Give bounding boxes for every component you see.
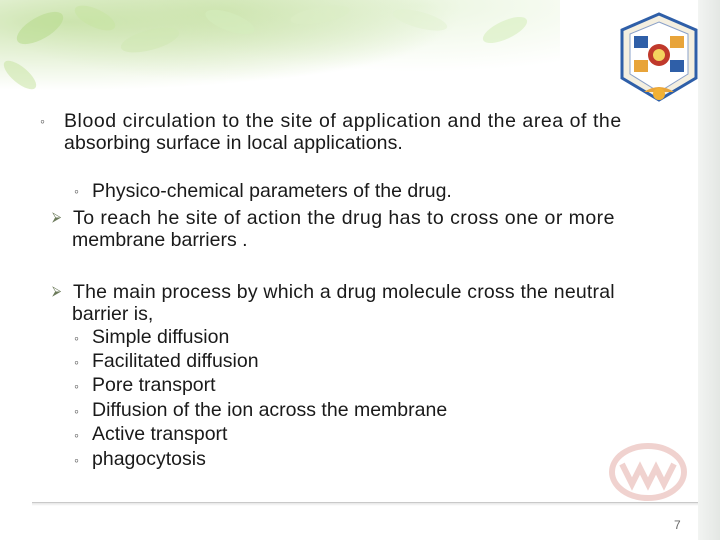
open-circle-bullet-icon: ◦	[74, 452, 79, 468]
bottom-rule-shadow	[32, 503, 698, 506]
paragraph-3-line-2: barrier is,	[72, 303, 154, 325]
arrow-bullet-icon: ⮚	[52, 283, 62, 298]
slide-number: 7	[674, 518, 681, 532]
open-circle-bullet-icon: ◦	[74, 403, 79, 419]
list-item-label: Diffusion of the ion across the membrane	[92, 399, 448, 421]
leaf-decoration	[0, 0, 560, 110]
paragraph-2-line-1: To reach he site of action the drug has to cross one or more	[73, 207, 615, 229]
list-item-label: Pore transport	[92, 374, 216, 396]
watermark-logo-icon	[608, 440, 688, 504]
open-circle-bullet-icon: ◦	[74, 354, 79, 370]
leaf-shapes	[0, 0, 560, 110]
institution-logo-icon	[618, 12, 700, 104]
list-item-label: phagocytosis	[92, 448, 206, 470]
open-circle-bullet-icon: ◦	[40, 113, 45, 129]
paragraph-1-line-1: Blood circulation to the site of application and the area of the	[64, 110, 622, 132]
list-item-label: Facilitated diffusion	[92, 350, 259, 372]
arrow-bullet-icon: ⮚	[52, 209, 62, 224]
paragraph-2-line-2: membrane barriers .	[72, 229, 248, 251]
open-circle-bullet-icon: ◦	[74, 183, 79, 199]
open-circle-bullet-icon: ◦	[74, 427, 79, 443]
paragraph-1-line-2: absorbing surface in local applications.	[64, 132, 403, 154]
sub-bullet-physico-chemical: Physico-chemical parameters of the drug.	[92, 180, 452, 202]
open-circle-bullet-icon: ◦	[74, 378, 79, 394]
list-item-label: Simple diffusion	[92, 326, 230, 348]
paragraph-3-line-1: The main process by which a drug molecule cross the neutral	[73, 281, 615, 303]
open-circle-bullet-icon: ◦	[74, 330, 79, 346]
list-item-label: Active transport	[92, 423, 228, 445]
right-frame	[698, 0, 720, 540]
